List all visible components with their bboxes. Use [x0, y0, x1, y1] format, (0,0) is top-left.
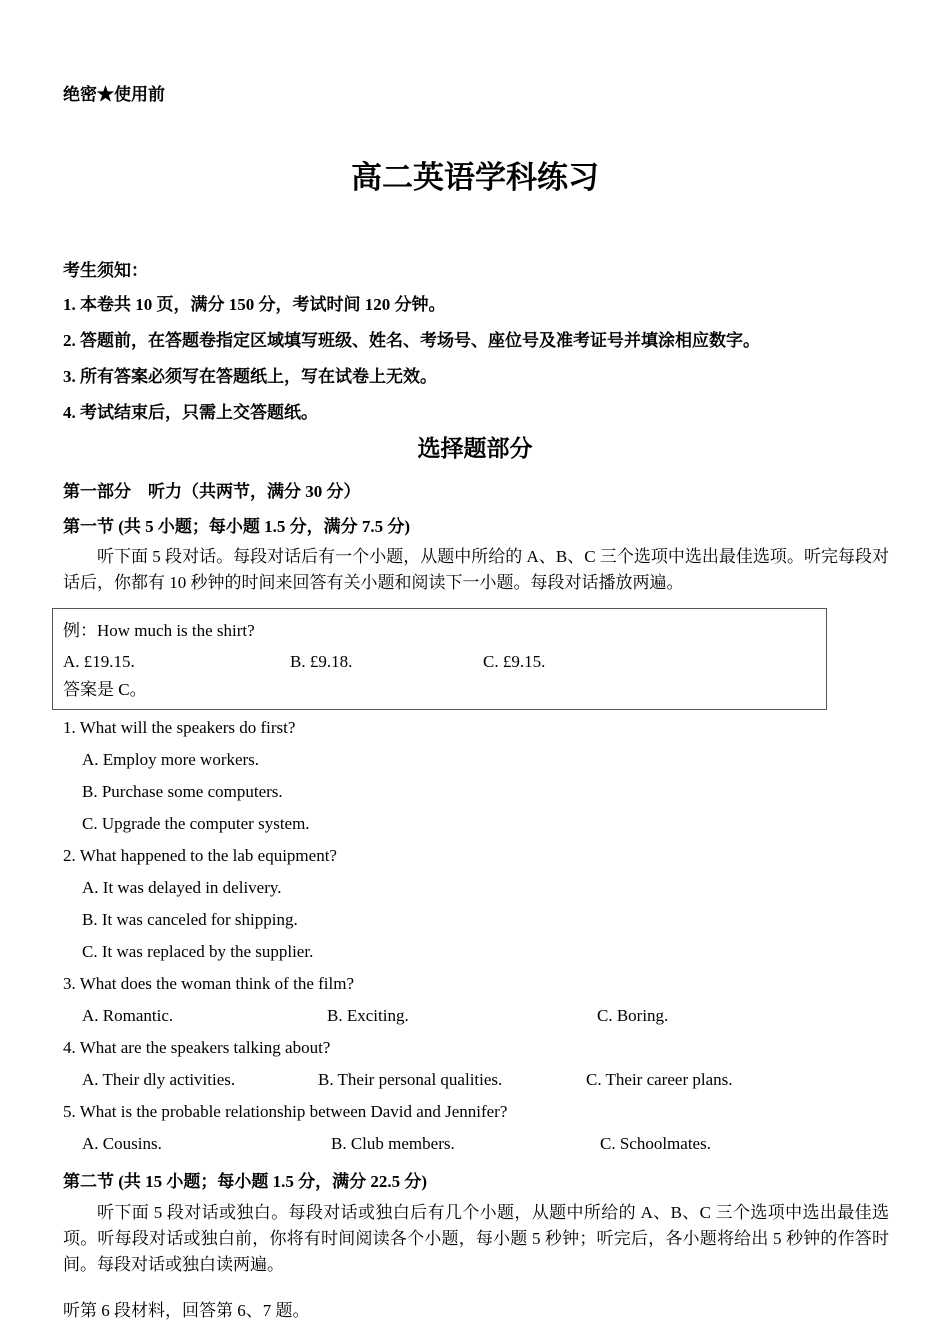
question-option: B. Club members. [331, 1134, 455, 1153]
sec1-heading: 第一节 (共 5 小题；每小题 1.5 分，满分 7.5 分) [63, 517, 411, 536]
question-text: 3. What does the woman think of the film? [63, 974, 354, 993]
notice-rule: 3. 所有答案必须写在答题纸上，写在试卷上无效。 [63, 367, 437, 386]
question-option: A. Romantic. [82, 1006, 174, 1025]
notice-rule: 2. 答题前，在答题卷指定区域填写班级、姓名、考场号、座位号及准考证号并填涂相应数字。 [63, 331, 760, 350]
sec2-material: 听第 6 段材料，回答第 6、7 题。 [63, 1301, 310, 1320]
example-option: A. £19.15. [63, 652, 135, 671]
secret-label: 绝密★使用前 [63, 85, 165, 104]
example-question: 例：How much is the shirt? [63, 621, 255, 640]
question-option: A. Cousins. [82, 1134, 162, 1153]
question-option: A. Employ more workers. [82, 750, 260, 769]
question-option: C. Their career plans. [586, 1070, 733, 1089]
section-title: 选择题部分 [417, 436, 533, 461]
example-option: C. £9.15. [483, 652, 546, 671]
notice-rule: 4. 考试结束后，只需上交答题纸。 [63, 403, 318, 422]
question-option: C. Boring. [597, 1006, 669, 1025]
notice-rule: 1. 本卷共 10 页，满分 150 分，考试时间 120 分钟。 [63, 295, 446, 314]
sec2-heading: 第二节 (共 15 小题；每小题 1.5 分，满分 22.5 分) [63, 1172, 428, 1191]
page-title: 高二英语学科练习 [351, 160, 599, 195]
question-text: 1. What will the speakers do first? [63, 718, 296, 737]
part1-heading: 第一部分 听力（共两节，满分 30 分） [63, 482, 361, 501]
question-option: B. Purchase some computers. [82, 782, 283, 801]
question-option: C. It was replaced by the supplier. [82, 942, 314, 961]
question-option: A. Their dly activities. [82, 1070, 236, 1089]
question-option: B. It was canceled for shipping. [82, 910, 298, 929]
sec1-instructions: 听下面 5 段对话。每段对话后有一个小题，从题中所给的 A、B、C 三个选项中选出最佳选项。听完每段对话后，你都有 10 秒钟的时间来回答有关小题和阅读下一小题。每段对话播放两遍。 [63, 547, 889, 592]
question-option: A. It was delayed in delivery. [82, 878, 282, 897]
question-text: 2. What happened to the lab equipment? [63, 846, 337, 865]
question-option: B. Their personal qualities. [318, 1070, 503, 1089]
question-text: 4. What are the speakers talking about? [63, 1038, 331, 1057]
question-option: B. Exciting. [327, 1006, 409, 1025]
question-option: C. Upgrade the computer system. [82, 814, 310, 833]
notice-heading: 考生须知： [63, 261, 148, 280]
sec2-instructions: 听下面 5 段对话或独白。每段对话或独白后有几个小题，从题中所给的 A、B、C 三个选项中选出最佳选项。听每段对话或独白前，你将有时间阅读各个小题，每小题 5 秒钟；听完后，各小题将给出 5 秒钟的作答时间。每段对话或独白读两遍。 [63, 1203, 889, 1274]
question-text: 5. What is the probable relationship between David and Jennifer? [63, 1102, 508, 1121]
question-option: C. Schoolmates. [600, 1134, 711, 1153]
example-answer: 答案是 C。 [63, 680, 147, 699]
example-option: B. £9.18. [290, 652, 353, 671]
